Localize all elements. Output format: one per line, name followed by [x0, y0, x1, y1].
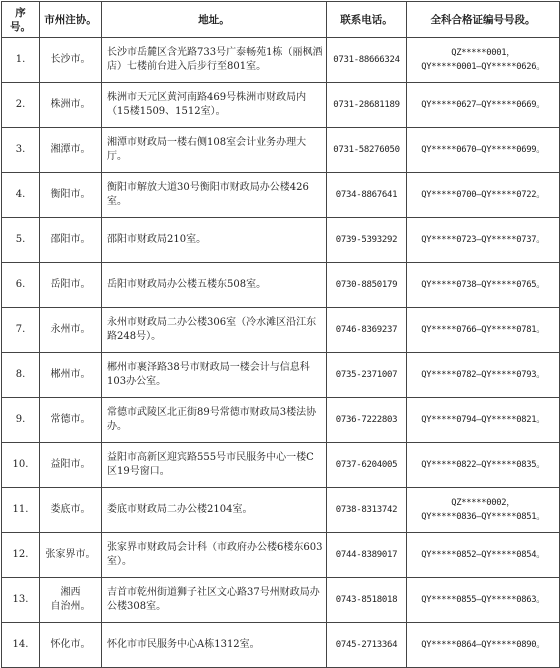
table-row	[2, 128, 560, 173]
row-cert: QY*****0852—QY*****0854。	[407, 533, 560, 578]
row-city: 永州市。	[40, 308, 102, 353]
row-index: 1.	[2, 38, 40, 83]
row-index: 14.	[2, 623, 40, 668]
row-phone: 0730-8850179	[327, 263, 407, 308]
row-index: 8.	[2, 353, 40, 398]
row-index: 12.	[2, 533, 40, 578]
row-address: 岳阳市财政局办公楼五楼东508室。	[102, 263, 327, 308]
row-phone: 0734-8867641	[327, 173, 407, 218]
row-address: 怀化市市民服务中心A栋1312室。	[102, 623, 327, 668]
row-cert: QY*****0700—QY*****0722。	[407, 173, 560, 218]
row-address: 衡阳市解放大道30号衡阳市财政局办公楼426室。	[102, 173, 327, 218]
row-cert: QY*****0723—QY*****0737。	[407, 218, 560, 263]
row-cert: QY*****0864—QY*****0890。	[407, 623, 560, 668]
row-phone: 0731-28681189	[327, 83, 407, 128]
row-city: 常德市。	[40, 398, 102, 443]
row-index: 6.	[2, 263, 40, 308]
header-city: 市州注协。	[40, 2, 102, 38]
row-address: 张家界市财政局会计科（市政府办公楼6楼东603室）。	[102, 533, 327, 578]
header-address: 地址。	[102, 2, 327, 38]
table-row	[2, 83, 560, 128]
row-cert: QY*****0670—QY*****0699。	[407, 128, 560, 173]
row-phone: 0736-7222803	[327, 398, 407, 443]
table-body	[2, 38, 560, 668]
header-cert: 全科合格证编号号段。	[407, 2, 560, 38]
table-row	[2, 488, 560, 533]
row-city: 益阳市。	[40, 443, 102, 488]
table-row	[2, 443, 560, 488]
row-address: 永州市财政局二办公楼306室（冷水滩区沿江东路248号）。	[102, 308, 327, 353]
row-city: 邵阳市。	[40, 218, 102, 263]
table-row	[2, 578, 560, 623]
row-cert: QZ*****0001， QY*****0001—QY*****0626。	[407, 38, 560, 83]
row-phone: 0745-2713364	[327, 623, 407, 668]
header-phone: 联系电话。	[327, 2, 407, 38]
row-city: 郴州市。	[40, 353, 102, 398]
row-index: 4.	[2, 173, 40, 218]
row-city: 湘西 自治州。	[40, 578, 102, 623]
row-phone: 0746-8369237	[327, 308, 407, 353]
row-cert: QY*****0855—QY*****0863。	[407, 578, 560, 623]
header-index: 序号。	[2, 2, 40, 38]
row-cert: QY*****0782—QY*****0793。	[407, 353, 560, 398]
table-row	[2, 173, 560, 218]
row-phone: 0743-8518018	[327, 578, 407, 623]
row-index: 3.	[2, 128, 40, 173]
table-row	[2, 308, 560, 353]
row-address: 娄底市财政局二办公楼2104室。	[102, 488, 327, 533]
table-row	[2, 533, 560, 578]
row-index: 9.	[2, 398, 40, 443]
table-header-row	[2, 2, 560, 38]
row-city: 岳阳市。	[40, 263, 102, 308]
row-address: 常德市武陵区北正街89号常德市财政局3楼法协办。	[102, 398, 327, 443]
row-phone: 0737-6204005	[327, 443, 407, 488]
row-city: 株洲市。	[40, 83, 102, 128]
row-city: 张家界市。	[40, 533, 102, 578]
row-phone: 0731-58276050	[327, 128, 407, 173]
row-address: 长沙市岳麓区含光路733号广泰畅苑1栋（丽枫酒店）七楼前台进入后步行至801室。	[102, 38, 327, 83]
row-cert: QY*****0627—QY*****0669。	[407, 83, 560, 128]
row-phone: 0739-5393292	[327, 218, 407, 263]
row-city: 长沙市。	[40, 38, 102, 83]
row-phone: 0731-88666324	[327, 38, 407, 83]
row-city: 怀化市。	[40, 623, 102, 668]
row-city: 娄底市。	[40, 488, 102, 533]
row-cert: QY*****0794—QY*****0821。	[407, 398, 560, 443]
row-address: 株洲市天元区黄河南路469号株洲市财政局内（15楼1509、1512室）。	[102, 83, 327, 128]
row-index: 2.	[2, 83, 40, 128]
row-cert: QY*****0822—QY*****0835。	[407, 443, 560, 488]
row-phone: 0744-8389017	[327, 533, 407, 578]
table-row	[2, 623, 560, 668]
table-row	[2, 38, 560, 83]
table-row	[2, 263, 560, 308]
row-city: 衡阳市。	[40, 173, 102, 218]
row-address: 湘潭市财政局一楼右侧108室会计业务办理大厅。	[102, 128, 327, 173]
row-index: 10.	[2, 443, 40, 488]
row-address: 郴州市裹泽路38号市财政局一楼会计与信息科103办公室。	[102, 353, 327, 398]
table-row	[2, 398, 560, 443]
row-cert: QY*****0738—QY*****0765。	[407, 263, 560, 308]
contact-table	[1, 1, 560, 668]
table-row	[2, 353, 560, 398]
row-index: 5.	[2, 218, 40, 263]
row-cert: QZ*****0002， QY*****0836—QY*****0851。	[407, 488, 560, 533]
row-index: 11.	[2, 488, 40, 533]
row-index: 7.	[2, 308, 40, 353]
table-row	[2, 218, 560, 263]
row-city: 湘潭市。	[40, 128, 102, 173]
row-index: 13.	[2, 578, 40, 623]
row-phone: 0738-8313742	[327, 488, 407, 533]
row-phone: 0735-2371007	[327, 353, 407, 398]
row-cert: QY*****0766—QY*****0781。	[407, 308, 560, 353]
row-address: 邵阳市财政局210室。	[102, 218, 327, 263]
row-address: 益阳市高新区迎宾路555号市民服务中心一楼C区19号窗口。	[102, 443, 327, 488]
row-address: 吉首市乾州街道狮子社区文心路37号州财政局办公楼308室。	[102, 578, 327, 623]
